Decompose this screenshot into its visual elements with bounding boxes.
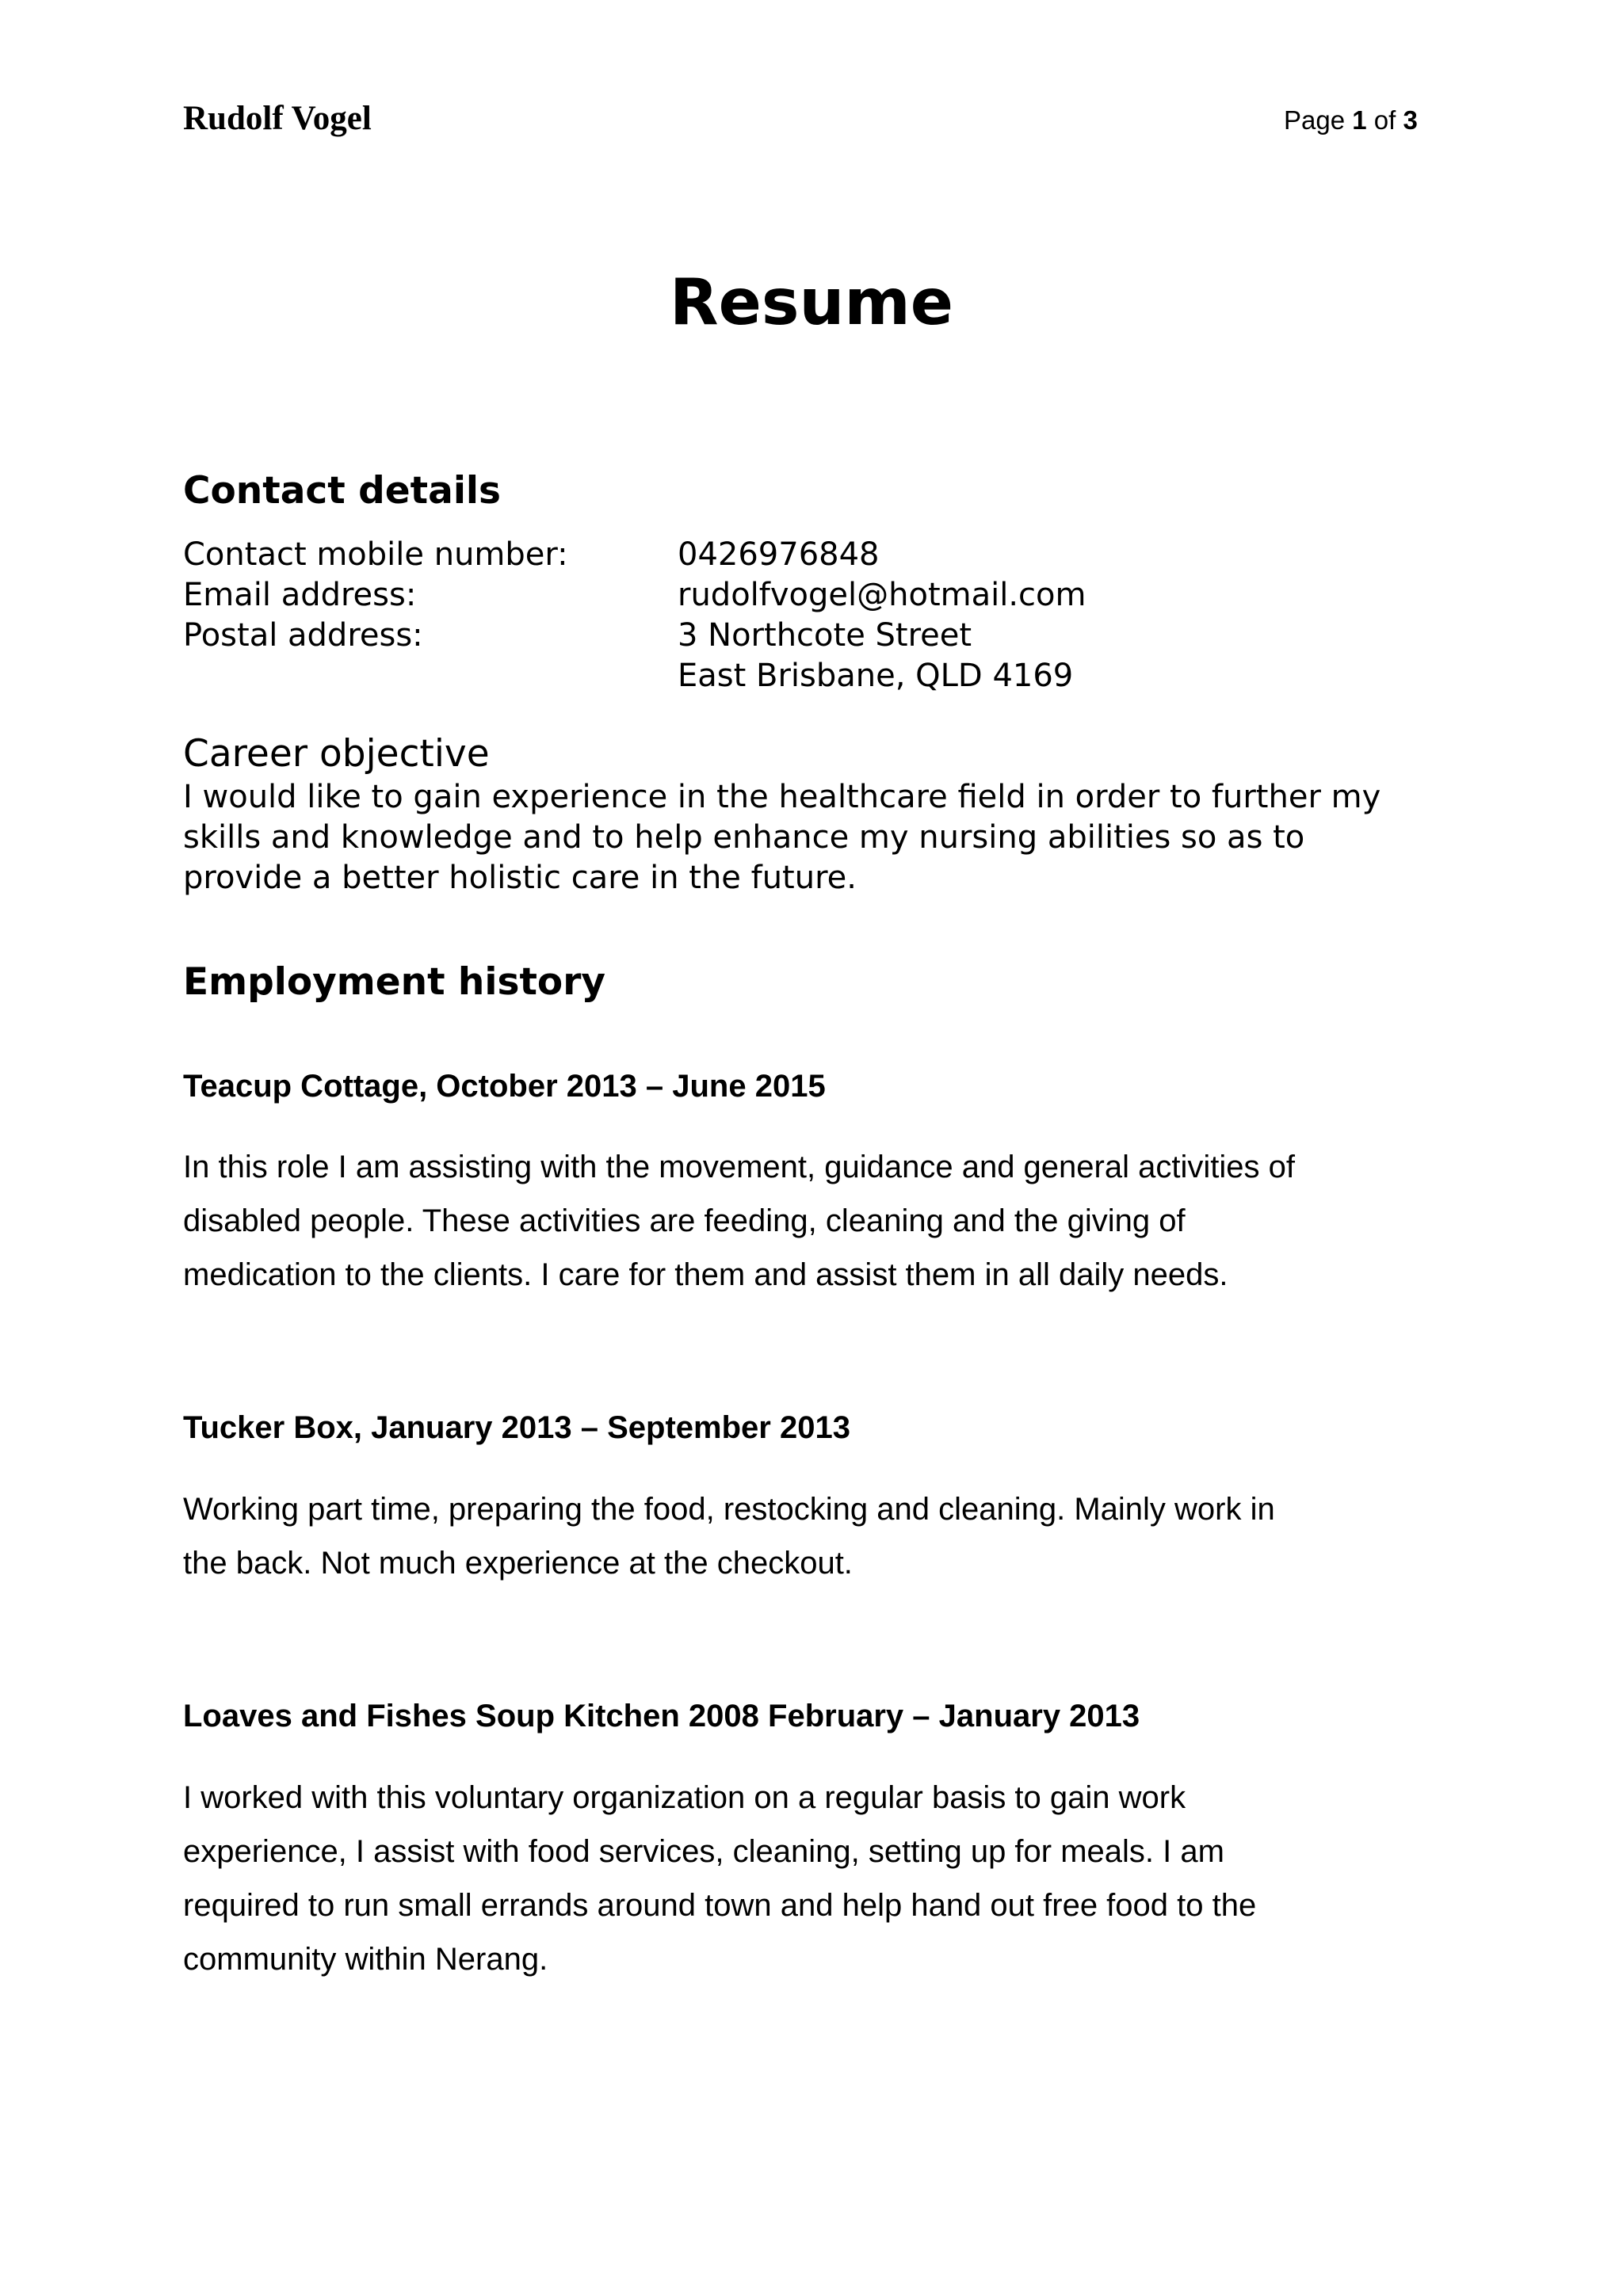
job-title-teacup-cottage: Teacup Cottage, October 2013 – June 2015 — [183, 1069, 826, 1104]
paragraph-line: the back. Not much experience at the checkout. — [183, 1546, 853, 1581]
career-objective-text — [183, 777, 1483, 898]
contact-label: Postal address: — [183, 617, 423, 654]
contact-row-postal — [183, 616, 1086, 656]
contact-label — [183, 656, 678, 696]
paragraph-line: community within Nerang. — [183, 1942, 548, 1977]
paragraph-line: In this role I am assisting with the movement, guidance and general activities of — [183, 1150, 1295, 1184]
paragraph-line: I would like to gain experience in the healthcare field in order to further my — [183, 779, 1381, 815]
page-number — [1284, 103, 1418, 138]
contact-label: Email address: — [183, 577, 417, 613]
contact-details-heading: Contact details — [183, 469, 502, 513]
paragraph-line: skills and knowledge and to help enhance my nursing abilities so as to — [183, 819, 1305, 856]
contact-value: 0426976848 — [678, 536, 880, 573]
contact-row-mobile — [183, 535, 1086, 575]
contact-details-table — [183, 535, 1086, 696]
job-title-tucker-box: Tucker Box, January 2013 – September 2013 — [183, 1410, 850, 1445]
contact-row-postal-line2 — [183, 656, 1086, 696]
paragraph-line: disabled people. These activities are feeding, cleaning and the giving of — [183, 1203, 1186, 1238]
page-current: 1 — [1352, 105, 1367, 135]
paragraph-line: medication to the clients. I care for them and assist them in all daily needs. — [183, 1257, 1228, 1292]
job-title-loaves-and-fishes: Loaves and Fishes Soup Kitchen 2008 February – January 2013 — [183, 1699, 1140, 1733]
paragraph-line: provide a better holistic care in the future. — [183, 860, 857, 896]
contact-value: rudolfvogel@hotmail.com — [678, 577, 1086, 613]
paragraph-line: required to run small errands around town and help hand out free food to the — [183, 1888, 1257, 1923]
employment-history-heading: Employment history — [183, 960, 606, 1004]
contact-value: East Brisbane, QLD 4169 — [678, 658, 1074, 694]
career-objective-heading: Career objective — [183, 732, 490, 776]
job-description-teacup-cottage — [183, 1140, 1483, 1302]
header-name: Rudolf Vogel — [183, 100, 372, 137]
job-description-tucker-box — [183, 1482, 1483, 1590]
contact-value: 3 Northcote Street — [678, 617, 972, 654]
paragraph-line: experience, I assist with food services, cleaning, setting up for meals. I am — [183, 1834, 1224, 1869]
page-of: of — [1366, 105, 1403, 135]
page-total: 3 — [1403, 105, 1418, 135]
paragraph-line: I worked with this voluntary organization on a regular basis to gain work — [183, 1780, 1186, 1815]
page-prefix: Page — [1284, 105, 1353, 135]
contact-label: Contact mobile number: — [183, 536, 568, 573]
paragraph-line: Working part time, preparing the food, restocking and cleaning. Mainly work in — [183, 1492, 1275, 1527]
job-description-loaves-and-fishes — [183, 1771, 1483, 1986]
document-title: Resume — [669, 265, 954, 339]
contact-row-email — [183, 575, 1086, 616]
